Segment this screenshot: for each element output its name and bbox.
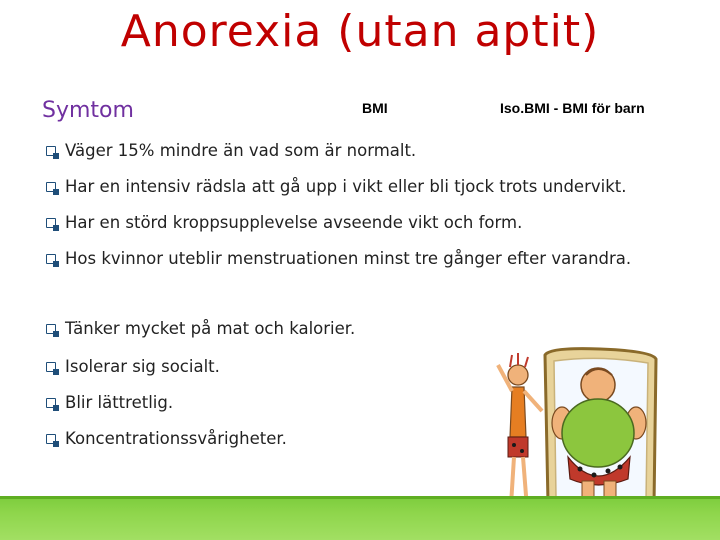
- list-item-text: Koncentrationssvårigheter.: [65, 429, 287, 448]
- checkbox-bullet-icon: [46, 362, 56, 372]
- checkbox-bullet-icon: [46, 254, 56, 264]
- list-item-text: Hos kvinnor uteblir menstruationen minst tre gånger efter varandra.: [65, 249, 632, 268]
- list-item-text: Har en intensiv rädsla att gå upp i vikt eller bli tjock trots undervikt.: [65, 177, 627, 196]
- checkbox-bullet-icon: [46, 182, 56, 192]
- checkbox-bullet-icon: [46, 324, 56, 334]
- list-item-text: Tänker mycket på mat och kalorier.: [65, 319, 356, 338]
- list-item-text: Blir lättretlig.: [65, 393, 174, 412]
- list-item-text: Isolerar sig socialt.: [65, 357, 220, 376]
- list-item-text: Har en störd kroppsupplevelse avseende vikt och form.: [65, 213, 523, 232]
- list-item: [46, 213, 522, 232]
- list-item: [46, 393, 173, 412]
- iso-bmi-label: Iso.BMI - BMI för barn: [500, 100, 645, 116]
- footer-bar: [0, 496, 720, 540]
- list-item: [46, 141, 416, 160]
- footer-stripe: [0, 496, 720, 499]
- slide-title: Anorexia (utan aptit): [120, 6, 600, 57]
- list-item-text: Väger 15% mindre än vad som är normalt.: [65, 141, 417, 160]
- checkbox-bullet-icon: [46, 218, 56, 228]
- list-item: [46, 177, 626, 196]
- section-heading: Symtom: [42, 98, 134, 123]
- list-item: [46, 429, 287, 448]
- list-item: [46, 319, 355, 338]
- list-item: [46, 249, 631, 268]
- list-item: [46, 357, 220, 376]
- checkbox-bullet-icon: [46, 146, 56, 156]
- checkbox-bullet-icon: [46, 398, 56, 408]
- checkbox-bullet-icon: [46, 434, 56, 444]
- bmi-label: BMI: [362, 100, 388, 116]
